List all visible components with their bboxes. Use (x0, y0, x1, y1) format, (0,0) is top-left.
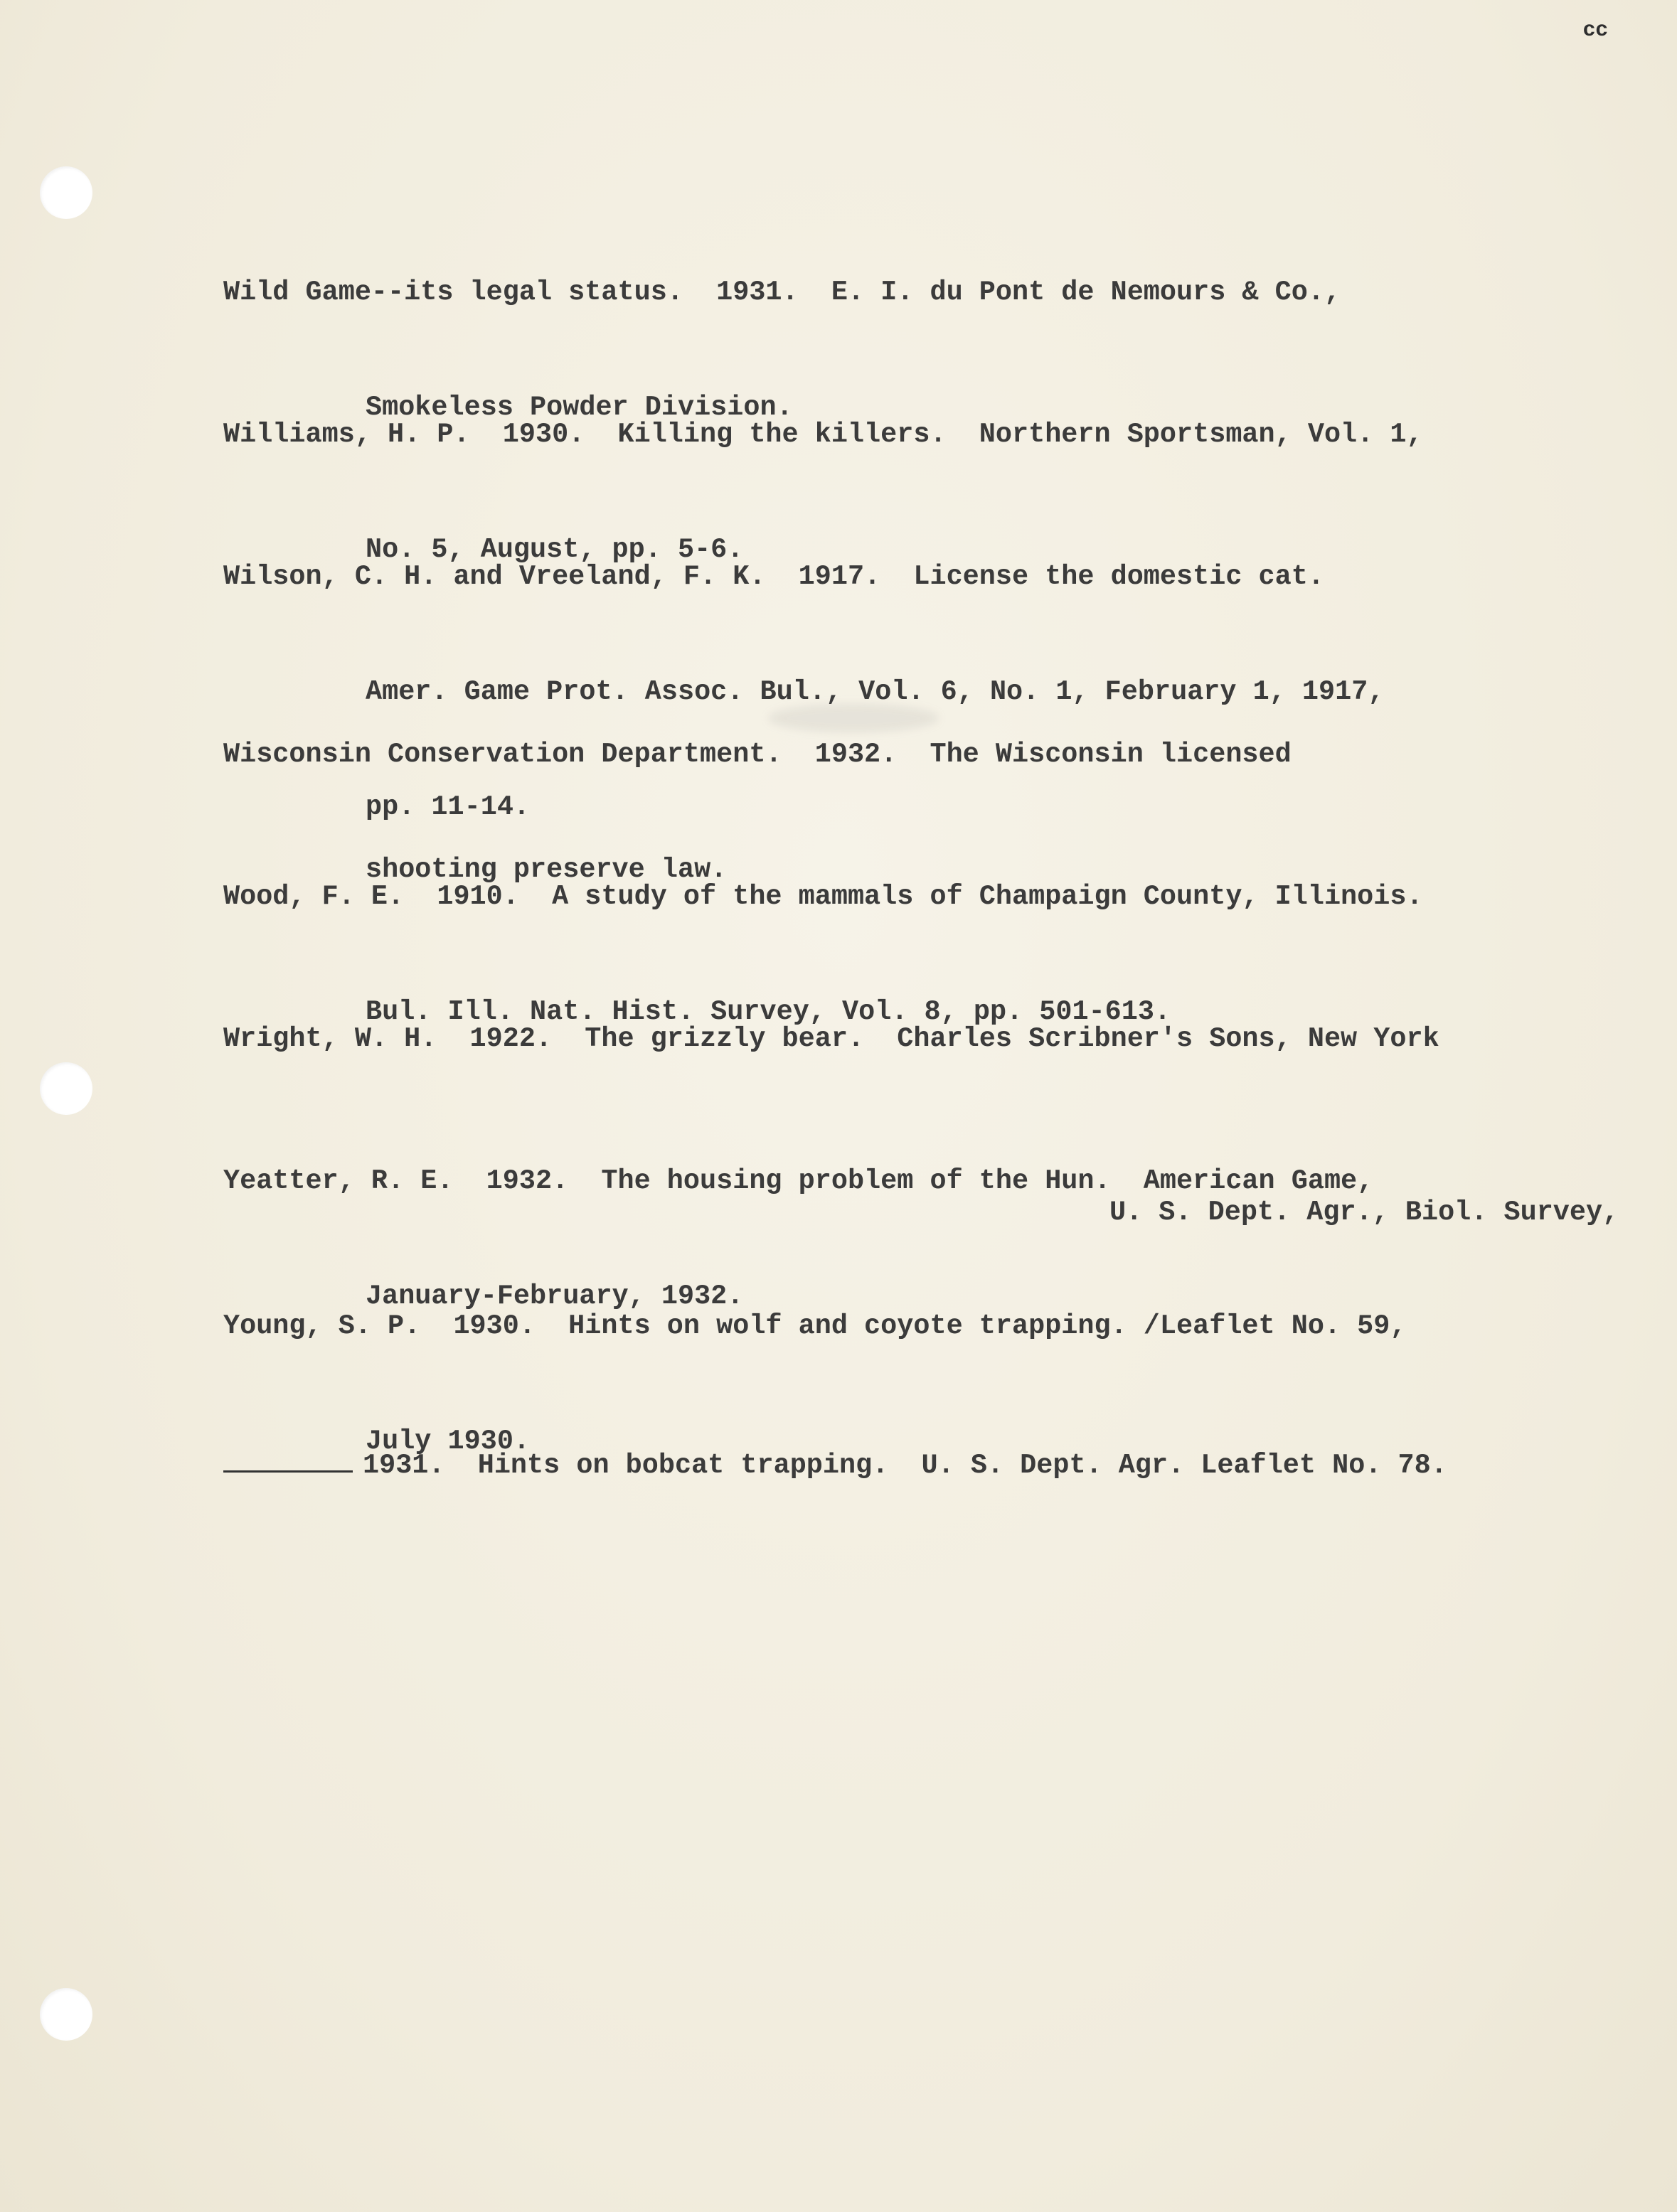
entry-line: Wisconsin Conservation Department. 1932. The Wisconsin licensed (223, 739, 1292, 770)
entry-line: Yeatter, R. E. 1932. The housing problem of the Hun. American Game, (223, 1165, 1374, 1197)
entry-continuation: Amer. Game Prot. Assoc. Bul., Vol. 6, No. 1, February 1, 1917, (366, 676, 1385, 707)
entry-continuation: July 1930. (366, 1426, 531, 1457)
bibliography-entry (223, 1369, 1646, 1561)
punch-hole-middle (40, 1062, 92, 1115)
entry-continuation: January-February, 1932. (366, 1281, 744, 1312)
punch-hole-bottom (40, 1988, 92, 2041)
entry-continuation: Bul. Ill. Nat. Hist. Survey, Vol. 8, pp. 501-613. (366, 996, 1171, 1027)
entry-continuation: shooting preserve law. (366, 854, 728, 885)
entry-line: Wilson, C. H. and Vreeland, F. K. 1917. License the domestic cat. (223, 561, 1324, 592)
entry-line: 1931. Hints on bobcat trapping. U. S. Dept. Agr. Leaflet No. 78. (363, 1450, 1447, 1481)
entry-line: Wild Game--its legal status. 1931. E. I. du Pont de Nemours & Co., (223, 277, 1341, 308)
entry-line: Wright, W. H. 1922. The grizzly bear. Charles Scribner's Sons, New York (223, 1023, 1439, 1054)
entry-line: Wood, F. E. 1910. A study of the mammals of Champaign County, Illinois. (223, 881, 1423, 912)
entry-continuation: pp. 11-14. (366, 791, 531, 823)
page-mark: cc (1583, 17, 1609, 41)
entry-line: Young, S. P. 1930. Hints on wolf and coyote trapping. /Leaflet No. 59, (223, 1310, 1407, 1342)
entry-continuation: Smokeless Powder Division. (366, 392, 793, 423)
entry-line: Williams, H. P. 1930. Killing the killers. Northern Sportsman, Vol. 1, (223, 419, 1423, 450)
punch-hole-top (40, 166, 92, 219)
author-repeat-line (223, 1470, 353, 1473)
entry-continuation: No. 5, August, pp. 5-6. (366, 534, 744, 565)
typed-insertion: U. S. Dept. Agr., Biol. Survey, (1109, 1197, 1619, 1228)
